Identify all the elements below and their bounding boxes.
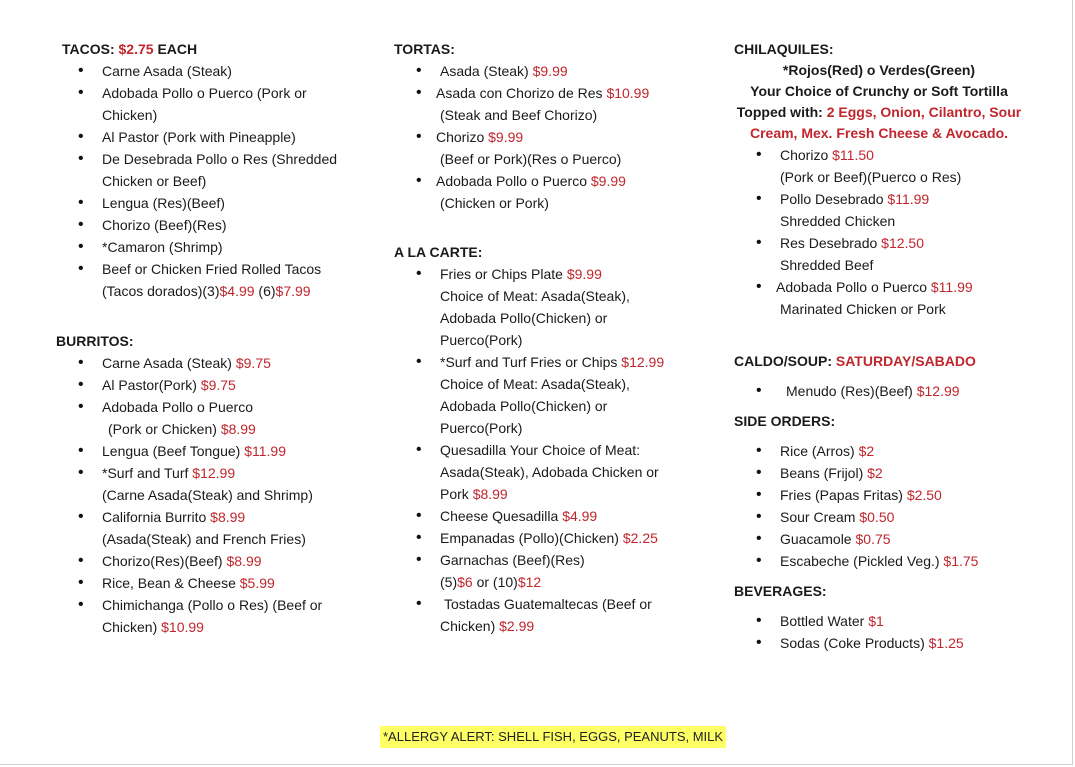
caldo-item: • Menudo (Res)(Beef) $12.99 (734, 380, 1044, 402)
torta-item: • Asada con Chorizo de Res $10.99 (394, 82, 694, 104)
taco-item: • Chorizo (Beef)(Res) (56, 214, 356, 236)
alacarte-item-detail: Adobada Pollo(Chicken) or (440, 310, 608, 326)
taco-item: • *Camaron (Shrimp) (56, 236, 356, 258)
burrito-item: • Lengua (Beef Tongue) $11.99 (56, 440, 356, 462)
beverages-header: BEVERAGES: (734, 583, 827, 599)
alacarte-item: • Empanadas (Pollo)(Chicken) $2.25 (394, 527, 694, 549)
beverage-item: • Sodas (Coke Products) $1.25 (734, 632, 1044, 654)
alacarte-item-detail: Adobada Pollo(Chicken) or (440, 398, 608, 414)
torta-item-detail: (Chicken or Pork) (440, 195, 549, 211)
alacarte-item: • Garnachas (Beef)(Res) (394, 549, 694, 571)
burrito-item: • California Burrito $8.99 (56, 506, 356, 528)
alacarte-item: • *Surf and Turf Fries or Chips $12.99 (394, 351, 694, 373)
side-item: • Fries (Papas Fritas) $2.50 (734, 484, 1044, 506)
torta-item: • Asada (Steak) $9.99 (394, 60, 694, 82)
chilaquiles-item-detail: Shredded Beef (780, 257, 874, 273)
taco-item-detail: (Tacos dorados)(3)$4.99 (6)$7.99 (102, 283, 311, 299)
burrito-item-detail: Chicken) $10.99 (102, 619, 204, 635)
side-item: • Guacamole $0.75 (734, 528, 1044, 550)
burrito-item-detail: (Carne Asada(Steak) and Shrimp) (102, 487, 313, 503)
burrito-item: • Adobada Pollo o Puerco (56, 396, 356, 418)
chilaquiles-line2: Your Choice of Crunchy or Soft Tortilla (750, 83, 1008, 99)
taco-item: • Carne Asada (Steak) (56, 60, 356, 82)
burrito-item: • Chorizo(Res)(Beef) $8.99 (56, 550, 356, 572)
chilaquiles-line4: Cream, Mex. Fresh Cheese & Avocado. (749, 125, 1009, 141)
column-middle (394, 38, 694, 637)
torta-item-detail: (Steak and Beef Chorizo) (440, 107, 598, 123)
alacarte-item: • Tostadas Guatemaltecas (Beef or (394, 593, 694, 615)
alacarte-item: • Fries or Chips Plate $9.99 (394, 263, 694, 285)
alacarte-item-detail: (5)$6 or (10)$12 (440, 574, 542, 590)
chilaquiles-item: • Res Desebrado $12.50 (734, 232, 1044, 254)
taco-item: • Al Pastor (Pork with Pineapple) (56, 126, 356, 148)
burrito-item: • Carne Asada (Steak) $9.75 (56, 352, 356, 374)
alacarte-item-detail: Pork $8.99 (440, 486, 508, 502)
burrito-item: • Chimichanga (Pollo o Res) (Beef or (56, 594, 356, 616)
torta-item: • Chorizo $9.99 (394, 126, 694, 148)
torta-item-detail: (Beef or Pork)(Res o Puerco) (440, 151, 622, 167)
taco-item-detail: Chicken) (102, 107, 158, 123)
chilaquiles-item: • Chorizo $11.50 (734, 144, 1044, 166)
side-item: • Rice (Arros) $2 (734, 440, 1044, 462)
side-item: • Sour Cream $0.50 (734, 506, 1044, 528)
column-left (56, 38, 356, 638)
tortas-header: TORTAS: (394, 41, 455, 57)
chilaquiles-item: • Pollo Desebrado $11.99 (734, 188, 1044, 210)
sides-header: SIDE ORDERS: (734, 413, 836, 429)
chilaquiles-item: • Adobada Pollo o Puerco $11.99 (734, 276, 1044, 298)
chilaquiles-header: CHILAQUILES: (734, 41, 834, 57)
burrito-item: • Rice, Bean & Cheese $5.99 (56, 572, 356, 594)
burritos-header: BURRITOS: (56, 333, 134, 349)
side-item: • Beans (Frijol) $2 (734, 462, 1044, 484)
tacos-suffix: EACH (157, 41, 198, 57)
alacarte-header: A LA CARTE: (394, 244, 483, 260)
taco-item: • Adobada Pollo o Puerco (Pork or (56, 82, 356, 104)
tacos-header (56, 38, 356, 60)
chilaquiles-item-detail: Shredded Chicken (780, 213, 896, 229)
side-item: • Escabeche (Pickled Veg.) $1.75 (734, 550, 1044, 572)
tacos-price: $2.75 (118, 41, 154, 57)
column-right (734, 38, 1044, 654)
tacos-label: TACOS: (62, 41, 115, 57)
alacarte-item-detail: Choice of Meat: Asada(Steak), (440, 288, 630, 304)
alacarte-item-detail: Puerco(Pork) (440, 332, 523, 348)
alacarte-item: • Cheese Quesadilla $4.99 (394, 505, 694, 527)
beverage-item: • Bottled Water $1 (734, 610, 1044, 632)
torta-item: • Adobada Pollo o Puerco $9.99 (394, 170, 694, 192)
taco-item: • Beef or Chicken Fried Rolled Tacos (56, 258, 356, 280)
taco-item: • Lengua (Res)(Beef) (56, 192, 356, 214)
burrito-item-detail: (Asada(Steak) and French Fries) (102, 531, 306, 547)
chilaquiles-item-detail: (Pork or Beef)(Puerco o Res) (780, 169, 962, 185)
alacarte-item: • Quesadilla Your Choice of Meat: (394, 439, 694, 461)
alacarte-item-detail: Chicken) $2.99 (440, 618, 535, 634)
allergy-alert: *ALLERGY ALERT: SHELL FISH, EGGS, PEANUTS, MILK (380, 726, 726, 748)
burrito-item: • *Surf and Turf $12.99 (56, 462, 356, 484)
alacarte-item-detail: Asada(Steak), Adobada Chicken or (440, 464, 659, 480)
chilaquiles-item-detail: Marinated Chicken or Pork (780, 301, 946, 317)
caldo-header: CALDO/SOUP: SATURDAY/SABADO (734, 353, 976, 369)
chilaquiles-line1: *Rojos(Red) o Verdes(Green) (782, 62, 976, 78)
burrito-item: • Al Pastor(Pork) $9.75 (56, 374, 356, 396)
alacarte-item-detail: Choice of Meat: Asada(Steak), (440, 376, 630, 392)
taco-item: • De Desebrada Pollo o Res (Shredded (56, 148, 356, 170)
chilaquiles-line3: Topped with: 2 Eggs, Onion, Cilantro, Sour (736, 104, 1022, 120)
alacarte-item-detail: Puerco(Pork) (440, 420, 523, 436)
burrito-item-detail: (Pork or Chicken) $8.99 (108, 421, 256, 437)
taco-item-detail: Chicken or Beef) (102, 173, 207, 189)
